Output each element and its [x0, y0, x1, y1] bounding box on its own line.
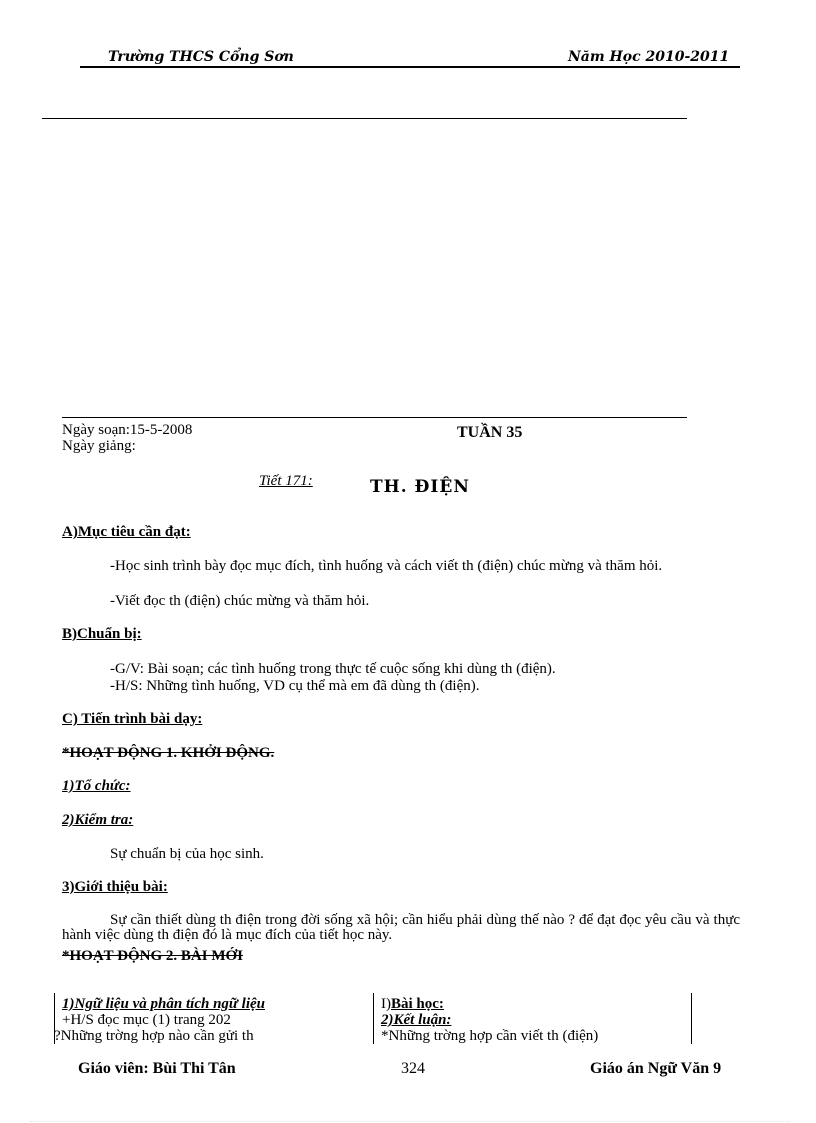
top-divider: [42, 118, 687, 119]
section-b-line1: -G/V: Bài soạn; các tình huống trong thực tế cuộc sống khi dùng th (điện).: [110, 661, 556, 677]
table-right-border: [691, 993, 692, 1044]
school-name: Trường THCS Cổng Sơn: [108, 49, 294, 65]
section-a-line1-text: -Học sinh trình bày đọc mục đích, tình huống và cách viết th (điện) chúc mừng và thăm hỏi.: [110, 558, 663, 574]
section-a-heading: A)Mục tiêu cần đạt:: [62, 524, 191, 540]
date-prepared: Ngày soạn:15-5-2008: [62, 422, 193, 438]
table-left-heading: 1)Ngữ liệu và phân tích ngữ liệu: [62, 996, 265, 1012]
activity-1-heading: *HOẠT ĐỘNG 1. KHỞI ĐỘNG.: [62, 745, 275, 761]
organize-heading: 1)Tổ chức:: [62, 778, 131, 794]
intro-heading: 3)Giới thiệu bài:: [62, 879, 168, 895]
table-middle-border: [373, 993, 374, 1044]
table-right-sub: [381, 1012, 451, 1029]
table-right-sub-text: 2)Kết luận:: [381, 1012, 452, 1028]
table-right-heading: [381, 996, 444, 1013]
intro-paragraph: [62, 913, 740, 943]
header-rule: [80, 66, 740, 68]
week-label: TUẦN 35: [457, 424, 523, 441]
table-right-line1: *Những trờng hợp cần viết th (điện): [381, 1028, 599, 1044]
meta-divider: [62, 417, 687, 418]
school-year: Năm Học 2010-2011: [568, 49, 730, 65]
table-right-heading-text: Bài học:: [391, 996, 444, 1012]
section-a-line2: -Viết đọc th (điện) chúc mừng và thăm hỏi.: [110, 593, 370, 609]
lesson-period: Tiết 171:: [259, 473, 313, 489]
table-right-prefix: I): [381, 996, 391, 1012]
section-b-heading: B)Chuẩn bị:: [62, 626, 142, 642]
section-c-heading: C) Tiến trình bài dạy:: [62, 711, 203, 727]
lesson-title: TH. ĐIỆN: [370, 477, 470, 497]
activity-2-heading: *HOẠT ĐỘNG 2. BÀI MỚI: [62, 948, 243, 964]
table-left-line2: ?Những trờng hợp nào cần gửi th: [54, 1028, 254, 1044]
page-bottom-edge: [30, 1121, 790, 1122]
intro-paragraph-text: Sự cần thiết dùng th điện trong đời sống xã hội; cần hiểu phải dùng thế nào ? để đạt đọc yêu cầu và thực hành việc dùng th điện đó là mục đích của tiết học này.: [62, 912, 740, 943]
footer-subject: Giáo án Ngữ Văn 9: [590, 1060, 722, 1077]
footer-page-number: 324: [401, 1060, 425, 1077]
section-b-line2: -H/S: Những tình huống, VD cụ thể mà em đã dùng th (điện).: [110, 678, 480, 694]
section-a-line1: [62, 559, 740, 574]
check-text: Sự chuẩn bị của học sinh.: [110, 846, 264, 862]
footer-teacher: Giáo viên: Bùi Thi Tân: [78, 1060, 236, 1077]
check-heading: 2)Kiểm tra:: [62, 812, 134, 828]
date-taught: Ngày giảng:: [62, 438, 136, 454]
table-left-line1: +H/S đọc mục (1) trang 202: [62, 1012, 231, 1028]
